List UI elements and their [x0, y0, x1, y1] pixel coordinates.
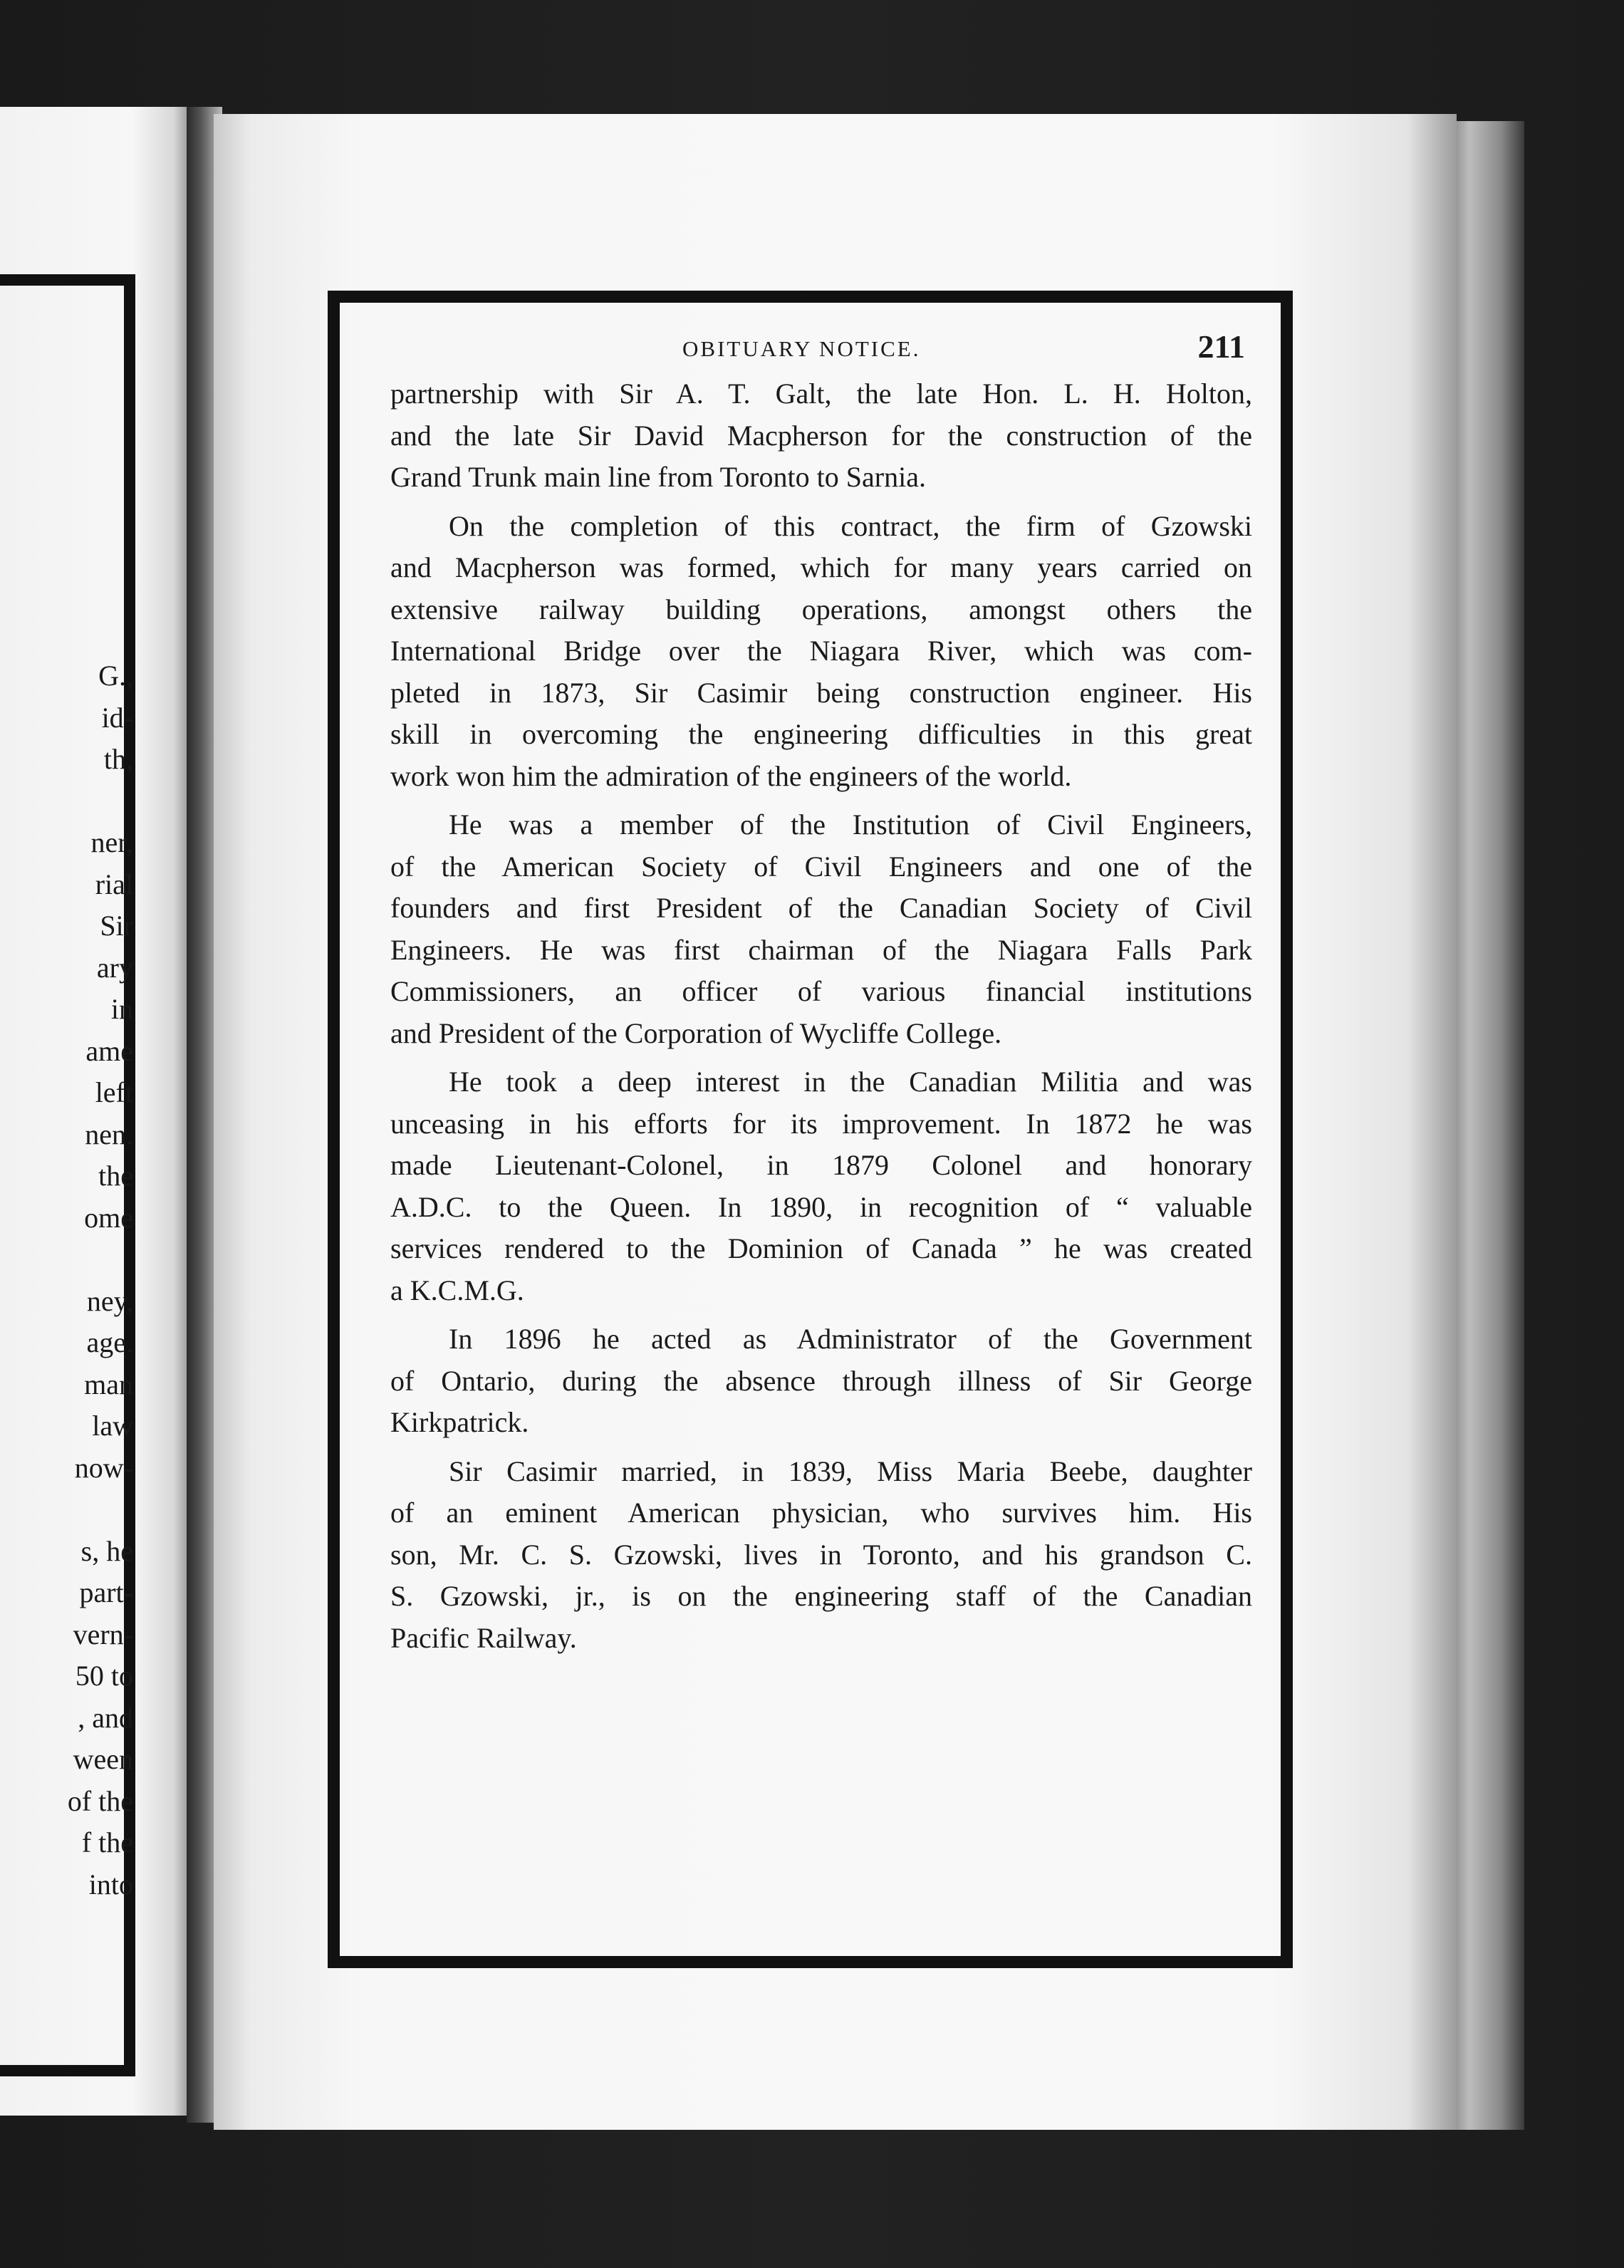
left-page-fragment: ney, — [86, 1284, 133, 1317]
text-line: He was a member of the Institution of Civil Engineers, — [449, 808, 1252, 841]
left-page-fragment: 50 to — [75, 1660, 133, 1692]
text-line: On the completion of this contract, the firm of Gzowski — [449, 509, 1252, 542]
left-page-fragment: ame — [85, 1034, 133, 1067]
text-line: Pacific Railway. — [390, 1621, 577, 1654]
text-line: unceasing in his efforts for its improvement. In 1872 he was — [390, 1107, 1252, 1140]
left-page-fragment: in — [110, 993, 133, 1025]
left-page-fragment: ween — [73, 1743, 133, 1775]
left-page-fragment: age. — [86, 1326, 133, 1358]
text-line: Engineers. He was first chairman of the Niagara Falls Park — [390, 933, 1252, 966]
left-page-fragment — [0, 1239, 133, 1281]
left-page-fragment: man — [84, 1368, 133, 1400]
left-page-fragment — [0, 781, 133, 823]
running-head-title: OBITUARY NOTICE. — [682, 336, 921, 361]
text-line: A.D.C. to the Queen. In 1890, in recognition of “ valuable — [390, 1190, 1252, 1223]
page-content — [390, 328, 1252, 1659]
text-line: extensive railway building operations, amongst others the — [390, 593, 1252, 625]
left-page-fragment: , and — [78, 1701, 133, 1734]
text-line: pleted in 1873, Sir Casimir being construction engineer. His — [390, 676, 1252, 709]
left-page-fragment: law — [92, 1410, 133, 1442]
left-page-fragment: part- — [79, 1576, 133, 1608]
left-page-fragment: s, he — [80, 1534, 133, 1567]
obituary-body — [390, 373, 1252, 1659]
text-line: and Macpherson was formed, which for many years carried on — [390, 551, 1252, 583]
left-page-fragment: vern- — [73, 1618, 133, 1650]
left-page-fragment: of the — [67, 1784, 133, 1817]
paragraph — [390, 1061, 1252, 1311]
left-page — [0, 107, 189, 2116]
text-line: In 1896 he acted as Administrator of the Government — [449, 1323, 1252, 1355]
text-line: He took a deep interest in the Canadian Militia and was — [449, 1066, 1252, 1098]
text-line: Sir Casimir married, in 1839, Miss Maria Beebe, daughter — [449, 1455, 1252, 1487]
text-line: founders and first President of the Canadian Society of Civil — [390, 892, 1252, 924]
left-page-fragment: ner, — [90, 826, 133, 858]
text-line: partnership with Sir A. T. Galt, the late Hon. L. H. Holton, — [390, 378, 1252, 410]
text-line: son, Mr. C. S. Gzowski, lives in Toronto, and his grandson C. — [390, 1538, 1252, 1571]
text-line: made Lieutenant-Colonel, in 1879 Colonel and honorary — [390, 1149, 1252, 1181]
text-line: of the American Society of Civil Engineers and one of the — [390, 850, 1252, 883]
left-page-fragment: G., — [98, 660, 133, 692]
left-page-text-fragments — [0, 655, 133, 1905]
paragraph — [390, 804, 1252, 1054]
text-line: services rendered to the Dominion of Canada ” he was created — [390, 1232, 1252, 1264]
left-page-fragment — [0, 1489, 133, 1531]
text-line: of Ontario, during the absence through illness of Sir George — [390, 1364, 1252, 1397]
left-page-fragment: ome — [84, 1201, 133, 1234]
page-edges — [1446, 121, 1524, 2130]
text-line: Commissioners, an officer of various financial institutions — [390, 975, 1252, 1007]
left-page-fragment: id- — [101, 701, 133, 734]
text-line: of an eminent American physician, who survives him. His — [390, 1497, 1252, 1529]
text-line: Grand Trunk main line from Toronto to Sarnia. — [390, 461, 926, 493]
left-page-fragment: f the — [81, 1826, 133, 1858]
left-page-fragment: rial — [95, 868, 133, 900]
text-line: a K.C.M.G. — [390, 1274, 524, 1306]
paragraph — [390, 373, 1252, 499]
left-page-fragment: the — [98, 1160, 133, 1192]
text-line: and the late Sir David Macpherson for the construction of the — [390, 419, 1252, 452]
left-page-fragment: into — [88, 1868, 133, 1900]
running-head — [390, 328, 1245, 370]
text-line: International Bridge over the Niagara River, which was com- — [390, 635, 1252, 667]
text-line: work won him the admiration of the engineers of the world. — [390, 759, 1072, 792]
left-page-fragment: ary — [96, 951, 133, 984]
text-line: skill in overcoming the engineering difficulties in this great — [390, 718, 1252, 750]
page-number: 211 — [1197, 328, 1245, 365]
left-page-fragment: Sir — [100, 910, 133, 942]
left-page-fragment: now- — [74, 1451, 133, 1484]
left-page-fragment: nen. — [85, 1118, 133, 1150]
left-page-fragment: left — [95, 1076, 133, 1108]
text-line: S. Gzowski, jr., is on the engineering staff of the Canadian — [390, 1580, 1252, 1612]
text-line: Kirkpatrick. — [390, 1406, 529, 1438]
paragraph — [390, 1318, 1252, 1444]
paragraph — [390, 1451, 1252, 1660]
paragraph — [390, 506, 1252, 798]
left-page-fragment: th, — [103, 743, 133, 775]
text-line: and President of the Corporation of Wycliffe College. — [390, 1016, 1002, 1049]
